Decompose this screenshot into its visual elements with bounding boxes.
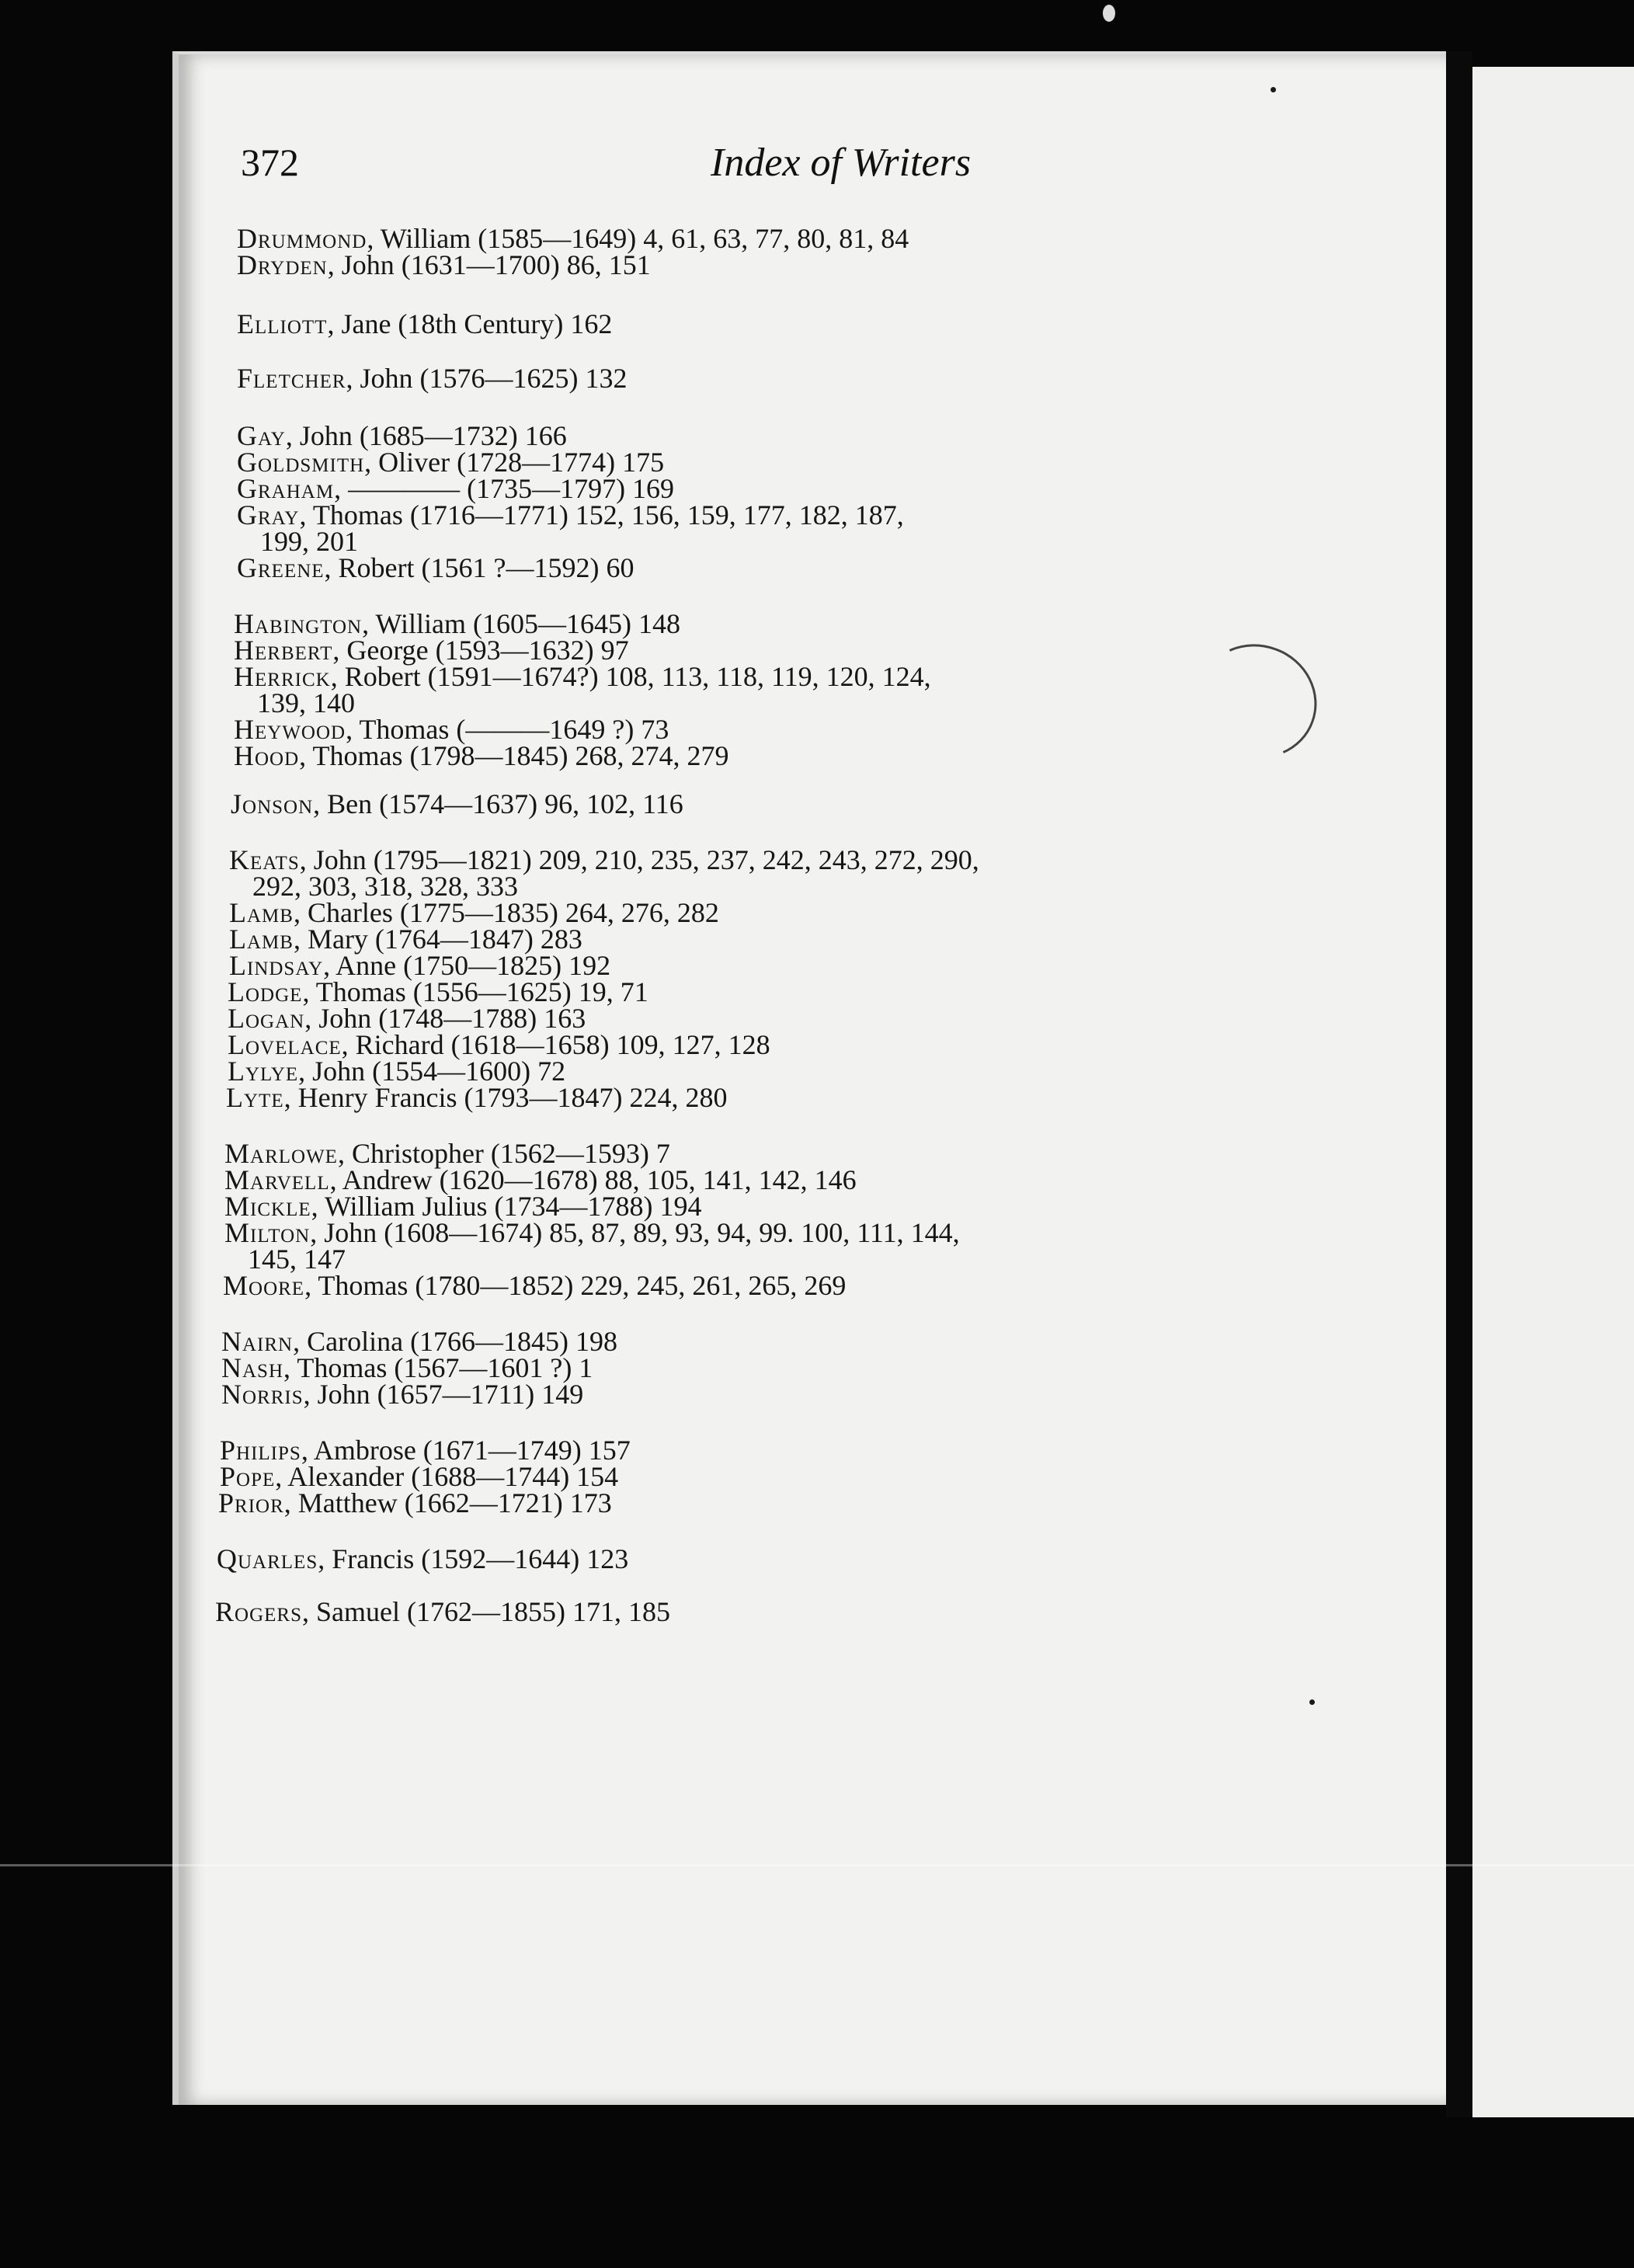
index-entry bbox=[228, 976, 1260, 1007]
index-entry bbox=[237, 499, 1270, 557]
writer-details: , Thomas (1556—1625) 19, 71 bbox=[302, 976, 648, 1007]
index-entry bbox=[237, 420, 1270, 451]
writer-surname: Marlowe bbox=[224, 1138, 338, 1169]
index-entry bbox=[228, 1003, 1260, 1034]
writer-details: , Samuel (1762—1855) 171, 185 bbox=[301, 1596, 670, 1627]
index-entry bbox=[221, 1328, 1254, 1355]
index-entry bbox=[218, 1487, 1251, 1518]
writer-details: , Oliver (1728—1774) 175 bbox=[364, 447, 665, 478]
writer-details: , John (1685—1732) 166 bbox=[285, 420, 567, 451]
writer-details: , Mary (1764—1847) 283 bbox=[293, 924, 582, 955]
scan-artifact-line bbox=[0, 1864, 1634, 1866]
writer-surname: Rogers bbox=[215, 1596, 302, 1627]
page-header bbox=[241, 140, 1095, 202]
ink-speck bbox=[1271, 87, 1276, 92]
writer-details: , Francis (1592—1644) 123 bbox=[318, 1543, 629, 1574]
index-entry bbox=[224, 1217, 1257, 1275]
index-entry bbox=[228, 1031, 1260, 1058]
writer-surname: Lovelace bbox=[228, 1029, 342, 1060]
writer-surname: Dryden bbox=[237, 249, 328, 280]
writer-surname: Nash bbox=[221, 1352, 284, 1383]
index-entry bbox=[229, 899, 1262, 926]
writer-details: , Robert (1561 ?—1592) 60 bbox=[324, 552, 634, 583]
writer-details: , Henry Francis (1793—1847) 224, 280 bbox=[283, 1082, 728, 1113]
index-entry bbox=[234, 610, 1267, 637]
writer-surname: Lyte bbox=[226, 1082, 284, 1113]
writer-surname: Lindsay bbox=[229, 950, 324, 981]
right-page-edge bbox=[1472, 67, 1634, 2117]
running-title: Index of Writers bbox=[711, 141, 972, 185]
index-entry bbox=[217, 1543, 1250, 1574]
writer-surname: Hood bbox=[234, 740, 300, 771]
index-entry bbox=[237, 249, 1270, 280]
index-entry bbox=[237, 552, 1270, 583]
writer-details: , William Julius (1734—1788) 194 bbox=[311, 1191, 702, 1222]
writer-details: , John (1576—1625) 132 bbox=[346, 363, 628, 394]
entry-continuation: 292, 303, 318, 328, 333 bbox=[252, 871, 518, 902]
index-of-writers bbox=[215, 223, 1270, 1779]
page-number: 372 bbox=[241, 141, 299, 184]
writer-surname: Greene bbox=[237, 552, 325, 583]
index-entry bbox=[224, 1140, 1257, 1167]
writer-surname: Nairn bbox=[221, 1326, 294, 1357]
writer-details: , Thomas (1798—1845) 268, 274, 279 bbox=[299, 740, 729, 771]
writer-details: , Charles (1775—1835) 264, 276, 282 bbox=[293, 897, 719, 928]
index-entry bbox=[223, 1272, 1256, 1299]
index-entry bbox=[237, 363, 1270, 394]
index-entry bbox=[215, 1598, 1248, 1625]
writer-surname: Fletcher bbox=[237, 363, 346, 394]
writer-details: , Ben (1574—1637) 96, 102, 116 bbox=[313, 788, 683, 819]
writer-surname: Philips bbox=[220, 1435, 301, 1466]
index-entry bbox=[229, 924, 1262, 955]
writer-surname: Heywood bbox=[234, 714, 346, 745]
index-entry bbox=[224, 1191, 1257, 1222]
index-entry bbox=[234, 635, 1267, 666]
writer-details: , John (1748—1788) 163 bbox=[304, 1003, 586, 1034]
writer-details: , Richard (1618—1658) 109, 127, 128 bbox=[341, 1029, 770, 1060]
writer-surname: Habington bbox=[234, 608, 363, 639]
writer-surname: Drummond bbox=[237, 223, 367, 254]
index-entry bbox=[224, 1164, 1257, 1195]
index-entry bbox=[228, 1056, 1260, 1087]
writer-surname: Lylye bbox=[228, 1056, 299, 1087]
writer-details: , Carolina (1766—1845) 198 bbox=[293, 1326, 618, 1357]
writer-surname: Elliott bbox=[237, 308, 328, 339]
writer-surname: Jonson bbox=[231, 788, 314, 819]
writer-surname: Quarles bbox=[217, 1543, 318, 1574]
index-entry bbox=[221, 1352, 1254, 1383]
writer-surname: Herbert bbox=[234, 635, 333, 666]
writer-surname: Lamb bbox=[229, 924, 294, 955]
index-entry bbox=[234, 663, 1267, 716]
writer-details: , Jane (18th Century) 162 bbox=[327, 308, 613, 339]
writer-details: , Matthew (1662—1721) 173 bbox=[283, 1487, 612, 1518]
writer-details: , Christopher (1562—1593) 7 bbox=[337, 1138, 670, 1169]
index-entry bbox=[234, 740, 1267, 771]
book-gutter bbox=[1446, 51, 1472, 2117]
writer-details: , Thomas (1716—1771) 152, 156, 159, 177, 182, 187, bbox=[299, 499, 904, 530]
writer-surname: Graham bbox=[237, 473, 335, 504]
writer-details: , Thomas (1567—1601 ?) 1 bbox=[283, 1352, 593, 1383]
index-entry bbox=[221, 1379, 1254, 1410]
writer-surname: Herrick bbox=[234, 661, 331, 692]
writer-details: , William (1585—1649) 4, 61, 63, 77, 80, 81, 84 bbox=[367, 223, 909, 254]
writer-surname: Goldsmith bbox=[237, 447, 365, 478]
writer-details: , John (1631—1700) 86, 151 bbox=[327, 249, 651, 280]
entry-continuation: 145, 147 bbox=[248, 1244, 346, 1275]
writer-details: , Ambrose (1671—1749) 157 bbox=[301, 1435, 631, 1466]
writer-surname: Gay bbox=[237, 420, 286, 451]
writer-details: , Anne (1750—1825) 192 bbox=[323, 950, 611, 981]
index-entry bbox=[237, 447, 1270, 478]
index-entry bbox=[237, 225, 1270, 252]
writer-surname: Lamb bbox=[229, 897, 294, 928]
writer-details: , John (1554—1600) 72 bbox=[298, 1056, 566, 1087]
writer-surname: Lodge bbox=[228, 976, 303, 1007]
writer-details: , Thomas (———1649 ?) 73 bbox=[346, 714, 669, 745]
writer-details: , George (1593—1632) 97 bbox=[332, 635, 629, 666]
writer-details: , Robert (1591—1674?) 108, 113, 118, 119, 120, 124, bbox=[330, 661, 931, 692]
index-entry bbox=[237, 308, 1270, 339]
index-entry bbox=[220, 1435, 1253, 1466]
entry-continuation: 199, 201 bbox=[260, 526, 358, 557]
entry-continuation: 139, 140 bbox=[257, 687, 355, 718]
index-entry bbox=[220, 1463, 1253, 1490]
index-entry bbox=[231, 788, 1264, 819]
writer-details: , Andrew (1620—1678) 88, 105, 141, 142, 146 bbox=[329, 1164, 857, 1195]
ink-speck bbox=[1309, 1699, 1315, 1705]
writer-surname: Moore bbox=[223, 1270, 305, 1301]
writer-surname: Milton bbox=[224, 1217, 311, 1248]
writer-surname: Logan bbox=[228, 1003, 305, 1034]
index-entry bbox=[229, 844, 1262, 902]
writer-surname: Gray bbox=[237, 499, 300, 530]
index-entry bbox=[226, 1084, 1259, 1111]
writer-details: , ———— (1735—1797) 169 bbox=[334, 473, 675, 504]
writer-surname: Keats bbox=[229, 844, 300, 875]
writer-details: , Alexander (1688—1744) 154 bbox=[275, 1461, 619, 1492]
writer-surname: Norris bbox=[221, 1379, 304, 1410]
ink-speck bbox=[1103, 5, 1115, 22]
index-entry bbox=[234, 716, 1267, 743]
writer-details: , John (1657—1711) 149 bbox=[303, 1379, 584, 1410]
index-entry bbox=[229, 952, 1262, 979]
writer-surname: Pope bbox=[220, 1461, 276, 1492]
writer-surname: Prior bbox=[218, 1487, 284, 1518]
writer-surname: Marvell bbox=[224, 1164, 330, 1195]
index-entry bbox=[237, 475, 1270, 502]
writer-details: , Thomas (1780—1852) 229, 245, 261, 265, 269 bbox=[304, 1270, 847, 1301]
writer-surname: Mickle bbox=[224, 1191, 311, 1222]
writer-details: , John (1795—1821) 209, 210, 235, 237, 242, 243, 272, 290, bbox=[299, 844, 979, 875]
writer-details: , William (1605—1645) 148 bbox=[362, 608, 680, 639]
writer-details: , John (1608—1674) 85, 87, 89, 93, 94, 99. 100, 111, 144, bbox=[310, 1217, 960, 1248]
